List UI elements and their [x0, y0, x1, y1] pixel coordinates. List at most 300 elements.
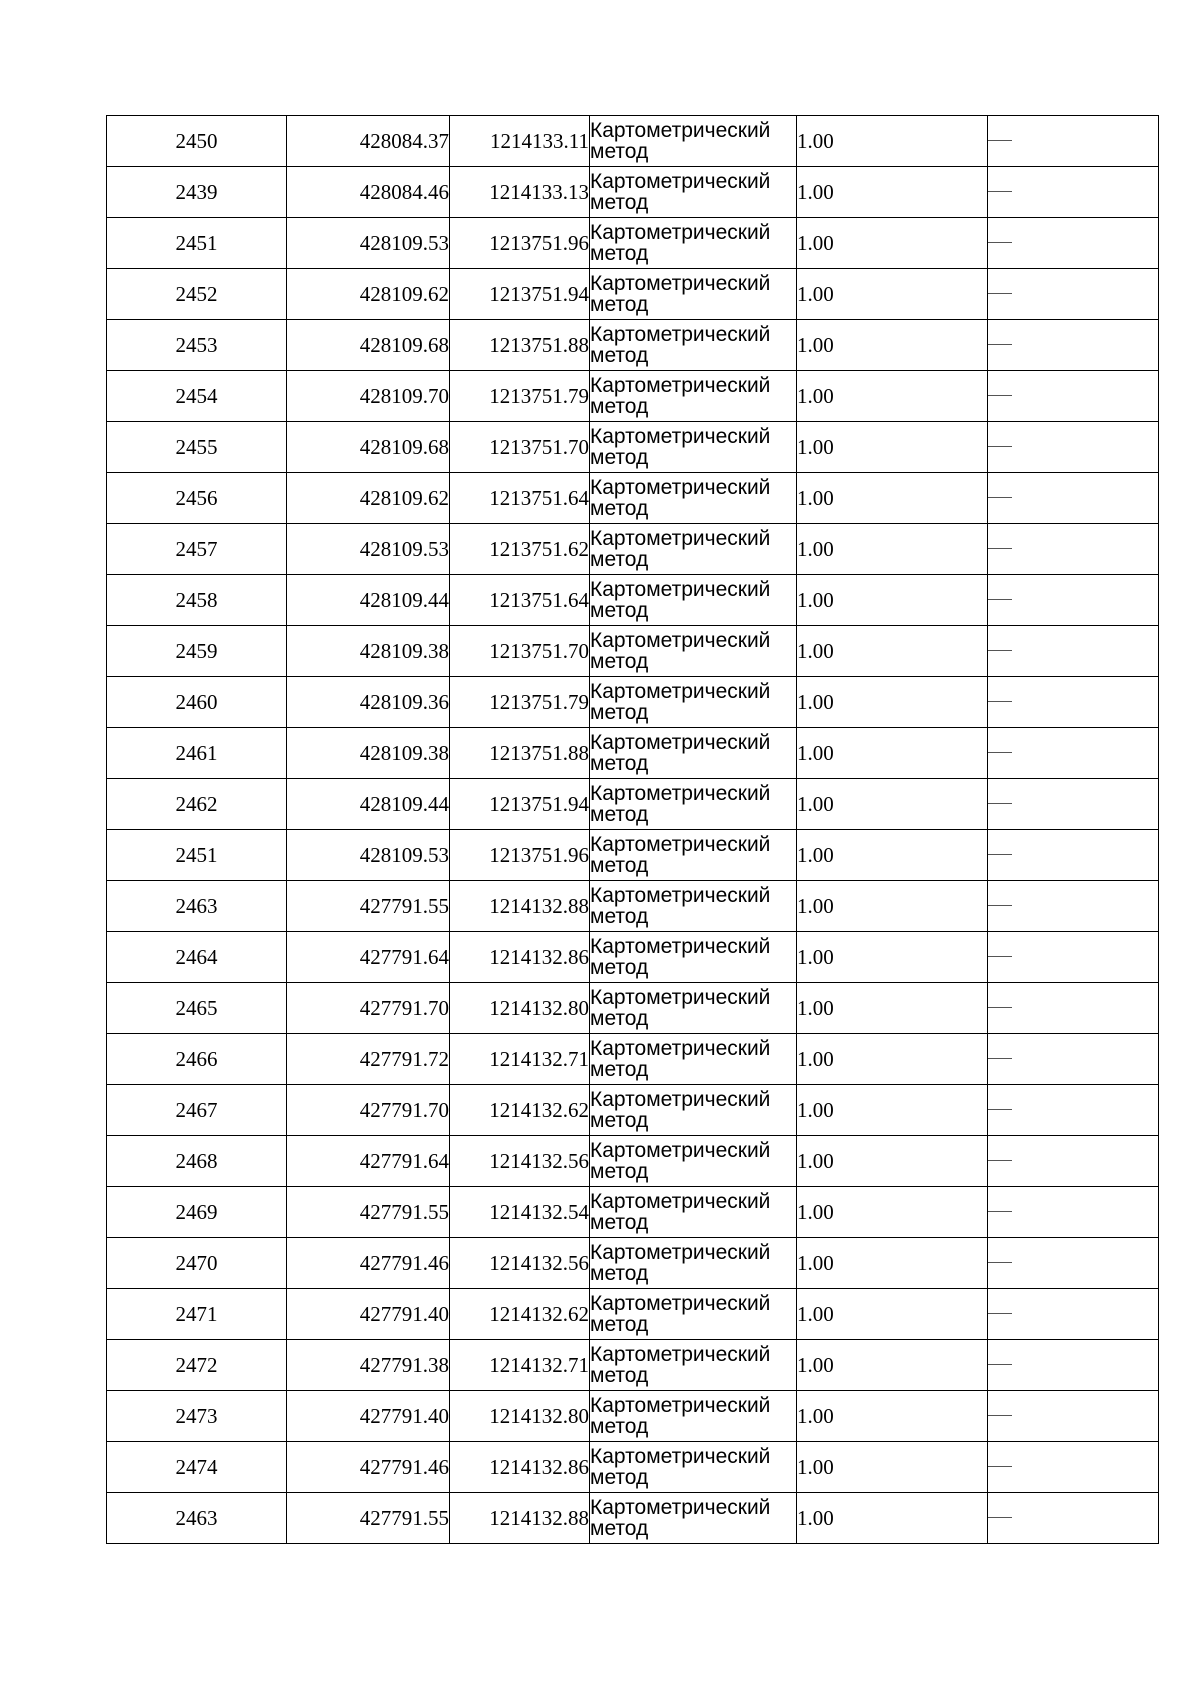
- method-line-2: метод: [590, 293, 649, 316]
- description-dash: [988, 905, 1012, 906]
- x-coordinate-cell: [287, 677, 450, 728]
- method-line-2: метод: [590, 1109, 649, 1132]
- method-line-1: Картометрический: [590, 833, 771, 856]
- accuracy-cell: [797, 269, 988, 320]
- accuracy-cell: [797, 1136, 988, 1187]
- accuracy-value: 1.00: [797, 791, 834, 816]
- point-number: 2473: [175, 1403, 218, 1428]
- description-cell: [988, 371, 1159, 422]
- method-cell: [590, 524, 797, 575]
- point-number-cell: [107, 779, 287, 830]
- description-dash: [988, 1466, 1012, 1467]
- point-number: 2451: [175, 230, 218, 255]
- x-coordinate: 427791.64: [359, 1148, 449, 1173]
- x-coordinate: 428084.46: [359, 179, 449, 204]
- method-cell: [590, 1187, 797, 1238]
- description-dash: [988, 395, 1012, 396]
- table-row: [107, 218, 1159, 269]
- method-line-1: Картометрический: [590, 1139, 771, 1162]
- table-row: [107, 575, 1159, 626]
- method-cell: [590, 320, 797, 371]
- point-number-cell: [107, 881, 287, 932]
- y-coordinate: 1214132.88: [489, 893, 589, 918]
- point-number-cell: [107, 1085, 287, 1136]
- table-row: [107, 983, 1159, 1034]
- description-dash: [988, 956, 1012, 957]
- accuracy-cell: [797, 1289, 988, 1340]
- x-coordinate: 427791.64: [359, 944, 449, 969]
- y-coordinate: 1213751.88: [489, 332, 589, 357]
- y-coordinate: 1214132.62: [489, 1301, 589, 1326]
- accuracy-cell: [797, 728, 988, 779]
- description-cell: [988, 728, 1159, 779]
- table-row: [107, 1442, 1159, 1493]
- method-line-1: Картометрический: [590, 476, 771, 499]
- description-cell: [988, 677, 1159, 728]
- x-coordinate: 428109.38: [359, 638, 449, 663]
- method-cell: [590, 626, 797, 677]
- y-coordinate: 1214132.56: [489, 1250, 589, 1275]
- y-coordinate-cell: [450, 830, 590, 881]
- description-dash: [988, 1313, 1012, 1314]
- method-line-1: Картометрический: [590, 170, 771, 193]
- description-cell: [988, 1238, 1159, 1289]
- method-cell: [590, 779, 797, 830]
- method-line-1: Картометрический: [590, 1343, 771, 1366]
- method-line-2: метод: [590, 1364, 649, 1387]
- point-number-cell: [107, 677, 287, 728]
- x-coordinate-cell: [287, 1340, 450, 1391]
- x-coordinate: 428109.53: [359, 536, 449, 561]
- y-coordinate-cell: [450, 1085, 590, 1136]
- point-number: 2459: [175, 638, 218, 663]
- point-number-cell: [107, 983, 287, 1034]
- accuracy-value: 1.00: [797, 485, 834, 510]
- description-dash: [988, 1415, 1012, 1416]
- accuracy-cell: [797, 218, 988, 269]
- y-coordinate: 1214133.13: [489, 179, 589, 204]
- y-coordinate: 1214132.80: [489, 1403, 589, 1428]
- point-number: 2453: [175, 332, 218, 357]
- accuracy-value: 1.00: [797, 689, 834, 714]
- y-coordinate: 1214132.71: [489, 1046, 589, 1071]
- point-number: 2460: [175, 689, 218, 714]
- method-line-1: Картометрический: [590, 629, 771, 652]
- accuracy-cell: [797, 473, 988, 524]
- method-cell: [590, 1442, 797, 1493]
- description-dash: [988, 1109, 1012, 1110]
- accuracy-value: 1.00: [797, 230, 834, 255]
- point-number: 2468: [175, 1148, 218, 1173]
- accuracy-value: 1.00: [797, 1505, 834, 1530]
- y-coordinate-cell: [450, 422, 590, 473]
- coordinates-table: [106, 115, 1159, 1544]
- x-coordinate: 428109.68: [359, 332, 449, 357]
- x-coordinate-cell: [287, 983, 450, 1034]
- description-cell: [988, 1085, 1159, 1136]
- method-cell: [590, 728, 797, 779]
- method-line-1: Картометрический: [590, 731, 771, 754]
- point-number-cell: [107, 728, 287, 779]
- method-cell: [590, 1493, 797, 1544]
- accuracy-cell: [797, 983, 988, 1034]
- y-coordinate-cell: [450, 1034, 590, 1085]
- accuracy-cell: [797, 1238, 988, 1289]
- x-coordinate: 427791.46: [359, 1454, 449, 1479]
- y-coordinate: 1214132.71: [489, 1352, 589, 1377]
- point-number: 2470: [175, 1250, 218, 1275]
- accuracy-cell: [797, 677, 988, 728]
- table-row: [107, 422, 1159, 473]
- accuracy-cell: [797, 167, 988, 218]
- description-dash: [988, 854, 1012, 855]
- method-cell: [590, 1136, 797, 1187]
- method-cell: [590, 1391, 797, 1442]
- description-cell: [988, 116, 1159, 167]
- accuracy-value: 1.00: [797, 434, 834, 459]
- method-cell: [590, 167, 797, 218]
- point-number-cell: [107, 830, 287, 881]
- description-cell: [988, 1136, 1159, 1187]
- accuracy-value: 1.00: [797, 281, 834, 306]
- x-coordinate: 428084.37: [359, 128, 449, 153]
- point-number-cell: [107, 269, 287, 320]
- description-cell: [988, 932, 1159, 983]
- accuracy-cell: [797, 830, 988, 881]
- method-line-2: метод: [590, 1058, 649, 1081]
- method-line-2: метод: [590, 854, 649, 877]
- method-line-1: Картометрический: [590, 782, 771, 805]
- description-dash: [988, 1517, 1012, 1518]
- y-coordinate-cell: [450, 626, 590, 677]
- method-line-2: метод: [590, 1517, 649, 1540]
- point-number: 2467: [175, 1097, 218, 1122]
- method-cell: [590, 983, 797, 1034]
- y-coordinate-cell: [450, 1289, 590, 1340]
- accuracy-value: 1.00: [797, 1199, 834, 1224]
- y-coordinate: 1213751.88: [489, 740, 589, 765]
- description-dash: [988, 752, 1012, 753]
- point-number-cell: [107, 167, 287, 218]
- table-row: [107, 320, 1159, 371]
- method-line-2: метод: [590, 242, 649, 265]
- description-cell: [988, 626, 1159, 677]
- table-row: [107, 932, 1159, 983]
- y-coordinate: 1213751.79: [489, 689, 589, 714]
- y-coordinate-cell: [450, 1136, 590, 1187]
- accuracy-cell: [797, 524, 988, 575]
- accuracy-cell: [797, 932, 988, 983]
- description-cell: [988, 575, 1159, 626]
- table-row: [107, 881, 1159, 932]
- x-coordinate-cell: [287, 116, 450, 167]
- x-coordinate-cell: [287, 830, 450, 881]
- method-line-2: метод: [590, 497, 649, 520]
- accuracy-value: 1.00: [797, 1301, 834, 1326]
- method-line-1: Картометрический: [590, 1445, 771, 1468]
- accuracy-value: 1.00: [797, 893, 834, 918]
- y-coordinate-cell: [450, 473, 590, 524]
- description-dash: [988, 446, 1012, 447]
- method-line-2: метод: [590, 1466, 649, 1489]
- method-line-1: Картометрический: [590, 1190, 771, 1213]
- description-cell: [988, 1493, 1159, 1544]
- method-line-2: метод: [590, 344, 649, 367]
- description-dash: [988, 140, 1012, 141]
- x-coordinate: 427791.55: [359, 1199, 449, 1224]
- method-cell: [590, 881, 797, 932]
- y-coordinate-cell: [450, 575, 590, 626]
- table-row: [107, 1493, 1159, 1544]
- accuracy-value: 1.00: [797, 638, 834, 663]
- x-coordinate-cell: [287, 1442, 450, 1493]
- y-coordinate: 1214133.11: [490, 128, 589, 153]
- method-line-1: Картометрический: [590, 1088, 771, 1111]
- description-cell: [988, 881, 1159, 932]
- method-cell: [590, 575, 797, 626]
- point-number-cell: [107, 371, 287, 422]
- description-cell: [988, 422, 1159, 473]
- point-number-cell: [107, 473, 287, 524]
- table-row: [107, 1340, 1159, 1391]
- y-coordinate: 1213751.94: [489, 791, 589, 816]
- y-coordinate: 1213751.96: [489, 842, 589, 867]
- x-coordinate-cell: [287, 218, 450, 269]
- y-coordinate: 1214132.86: [489, 1454, 589, 1479]
- y-coordinate-cell: [450, 728, 590, 779]
- y-coordinate-cell: [450, 116, 590, 167]
- point-number: 2465: [175, 995, 218, 1020]
- y-coordinate: 1214132.54: [489, 1199, 589, 1224]
- method-line-2: метод: [590, 905, 649, 928]
- description-cell: [988, 320, 1159, 371]
- y-coordinate: 1213751.96: [489, 230, 589, 255]
- x-coordinate-cell: [287, 473, 450, 524]
- y-coordinate-cell: [450, 932, 590, 983]
- x-coordinate-cell: [287, 1136, 450, 1187]
- description-cell: [988, 983, 1159, 1034]
- coordinates-table-body: [107, 116, 1159, 1544]
- method-cell: [590, 218, 797, 269]
- method-cell: [590, 1289, 797, 1340]
- method-line-1: Картометрический: [590, 1037, 771, 1060]
- x-coordinate: 428109.70: [359, 383, 449, 408]
- point-number: 2451: [175, 842, 218, 867]
- method-line-1: Картометрический: [590, 272, 771, 295]
- x-coordinate-cell: [287, 1493, 450, 1544]
- point-number-cell: [107, 116, 287, 167]
- description-dash: [988, 1058, 1012, 1059]
- accuracy-cell: [797, 1442, 988, 1493]
- accuracy-value: 1.00: [797, 128, 834, 153]
- point-number-cell: [107, 1136, 287, 1187]
- x-coordinate-cell: [287, 167, 450, 218]
- method-cell: [590, 473, 797, 524]
- point-number-cell: [107, 1289, 287, 1340]
- method-line-1: Картометрический: [590, 374, 771, 397]
- method-line-1: Картометрический: [590, 935, 771, 958]
- point-number: 2466: [175, 1046, 218, 1071]
- y-coordinate-cell: [450, 1493, 590, 1544]
- x-coordinate: 428109.62: [359, 485, 449, 510]
- table-row: [107, 677, 1159, 728]
- point-number: 2454: [175, 383, 218, 408]
- y-coordinate-cell: [450, 1391, 590, 1442]
- description-dash: [988, 242, 1012, 243]
- method-line-2: метод: [590, 956, 649, 979]
- table-row: [107, 1238, 1159, 1289]
- description-cell: [988, 1187, 1159, 1238]
- x-coordinate-cell: [287, 1391, 450, 1442]
- method-line-1: Картометрический: [590, 1394, 771, 1417]
- method-line-2: метод: [590, 1007, 649, 1030]
- description-dash: [988, 701, 1012, 702]
- description-dash: [988, 650, 1012, 651]
- x-coordinate-cell: [287, 524, 450, 575]
- point-number-cell: [107, 932, 287, 983]
- method-line-1: Картометрический: [590, 119, 771, 142]
- method-line-2: метод: [590, 1415, 649, 1438]
- accuracy-value: 1.00: [797, 1454, 834, 1479]
- point-number-cell: [107, 626, 287, 677]
- table-row: [107, 626, 1159, 677]
- x-coordinate: 428109.53: [359, 230, 449, 255]
- point-number-cell: [107, 575, 287, 626]
- table-row: [107, 1034, 1159, 1085]
- point-number: 2456: [175, 485, 218, 510]
- x-coordinate: 428109.36: [359, 689, 449, 714]
- point-number: 2452: [175, 281, 218, 306]
- y-coordinate-cell: [450, 218, 590, 269]
- y-coordinate-cell: [450, 320, 590, 371]
- accuracy-value: 1.00: [797, 944, 834, 969]
- method-line-1: Картометрический: [590, 578, 771, 601]
- y-coordinate-cell: [450, 779, 590, 830]
- y-coordinate-cell: [450, 1442, 590, 1493]
- description-cell: [988, 218, 1159, 269]
- method-line-1: Картометрический: [590, 680, 771, 703]
- table-row: [107, 524, 1159, 575]
- method-line-1: Картометрический: [590, 527, 771, 550]
- accuracy-cell: [797, 626, 988, 677]
- method-cell: [590, 116, 797, 167]
- x-coordinate: 427791.70: [359, 1097, 449, 1122]
- y-coordinate-cell: [450, 371, 590, 422]
- accuracy-value: 1.00: [797, 179, 834, 204]
- accuracy-value: 1.00: [797, 536, 834, 561]
- x-coordinate-cell: [287, 371, 450, 422]
- point-number: 2472: [175, 1352, 218, 1377]
- x-coordinate-cell: [287, 1085, 450, 1136]
- method-line-1: Картометрический: [590, 1292, 771, 1315]
- x-coordinate-cell: [287, 269, 450, 320]
- point-number-cell: [107, 1340, 287, 1391]
- description-cell: [988, 524, 1159, 575]
- description-dash: [988, 1211, 1012, 1212]
- point-number: 2471: [175, 1301, 218, 1326]
- method-line-1: Картометрический: [590, 425, 771, 448]
- accuracy-value: 1.00: [797, 587, 834, 612]
- method-line-1: Картометрический: [590, 323, 771, 346]
- point-number-cell: [107, 1442, 287, 1493]
- description-cell: [988, 473, 1159, 524]
- x-coordinate-cell: [287, 1187, 450, 1238]
- accuracy-value: 1.00: [797, 1046, 834, 1071]
- method-line-2: метод: [590, 650, 649, 673]
- accuracy-value: 1.00: [797, 995, 834, 1020]
- x-coordinate-cell: [287, 320, 450, 371]
- x-coordinate: 427791.72: [359, 1046, 449, 1071]
- x-coordinate-cell: [287, 1034, 450, 1085]
- point-number-cell: [107, 320, 287, 371]
- method-line-1: Картометрический: [590, 221, 771, 244]
- point-number-cell: [107, 218, 287, 269]
- x-coordinate-cell: [287, 626, 450, 677]
- point-number: 2450: [175, 128, 218, 153]
- accuracy-cell: [797, 1391, 988, 1442]
- point-number-cell: [107, 524, 287, 575]
- y-coordinate-cell: [450, 269, 590, 320]
- point-number: 2463: [175, 893, 218, 918]
- point-number: 2464: [175, 944, 218, 969]
- description-dash: [988, 599, 1012, 600]
- x-coordinate: 428109.38: [359, 740, 449, 765]
- x-coordinate: 428109.44: [359, 791, 449, 816]
- method-cell: [590, 1340, 797, 1391]
- accuracy-value: 1.00: [797, 1097, 834, 1122]
- method-line-2: метод: [590, 140, 649, 163]
- y-coordinate: 1213751.70: [489, 638, 589, 663]
- method-cell: [590, 371, 797, 422]
- x-coordinate: 428109.44: [359, 587, 449, 612]
- point-number-cell: [107, 1493, 287, 1544]
- y-coordinate: 1213751.79: [489, 383, 589, 408]
- y-coordinate: 1213751.64: [489, 485, 589, 510]
- method-line-2: метод: [590, 446, 649, 469]
- point-number: 2455: [175, 434, 218, 459]
- table-row: [107, 1085, 1159, 1136]
- method-cell: [590, 830, 797, 881]
- method-line-2: метод: [590, 701, 649, 724]
- x-coordinate: 428109.53: [359, 842, 449, 867]
- accuracy-value: 1.00: [797, 1403, 834, 1428]
- accuracy-value: 1.00: [797, 383, 834, 408]
- table-row: [107, 779, 1159, 830]
- accuracy-value: 1.00: [797, 1250, 834, 1275]
- x-coordinate-cell: [287, 881, 450, 932]
- method-cell: [590, 1238, 797, 1289]
- method-cell: [590, 677, 797, 728]
- y-coordinate-cell: [450, 983, 590, 1034]
- accuracy-cell: [797, 1034, 988, 1085]
- method-line-2: метод: [590, 1211, 649, 1234]
- table-row: [107, 1289, 1159, 1340]
- table-row: [107, 1187, 1159, 1238]
- y-coordinate-cell: [450, 677, 590, 728]
- x-coordinate-cell: [287, 932, 450, 983]
- description-cell: [988, 167, 1159, 218]
- accuracy-cell: [797, 881, 988, 932]
- y-coordinate: 1214132.62: [489, 1097, 589, 1122]
- table-row: [107, 371, 1159, 422]
- y-coordinate-cell: [450, 167, 590, 218]
- point-number: 2463: [175, 1505, 218, 1530]
- table-row: [107, 116, 1159, 167]
- accuracy-value: 1.00: [797, 1148, 834, 1173]
- method-line-2: метод: [590, 599, 649, 622]
- description-dash: [988, 191, 1012, 192]
- accuracy-cell: [797, 779, 988, 830]
